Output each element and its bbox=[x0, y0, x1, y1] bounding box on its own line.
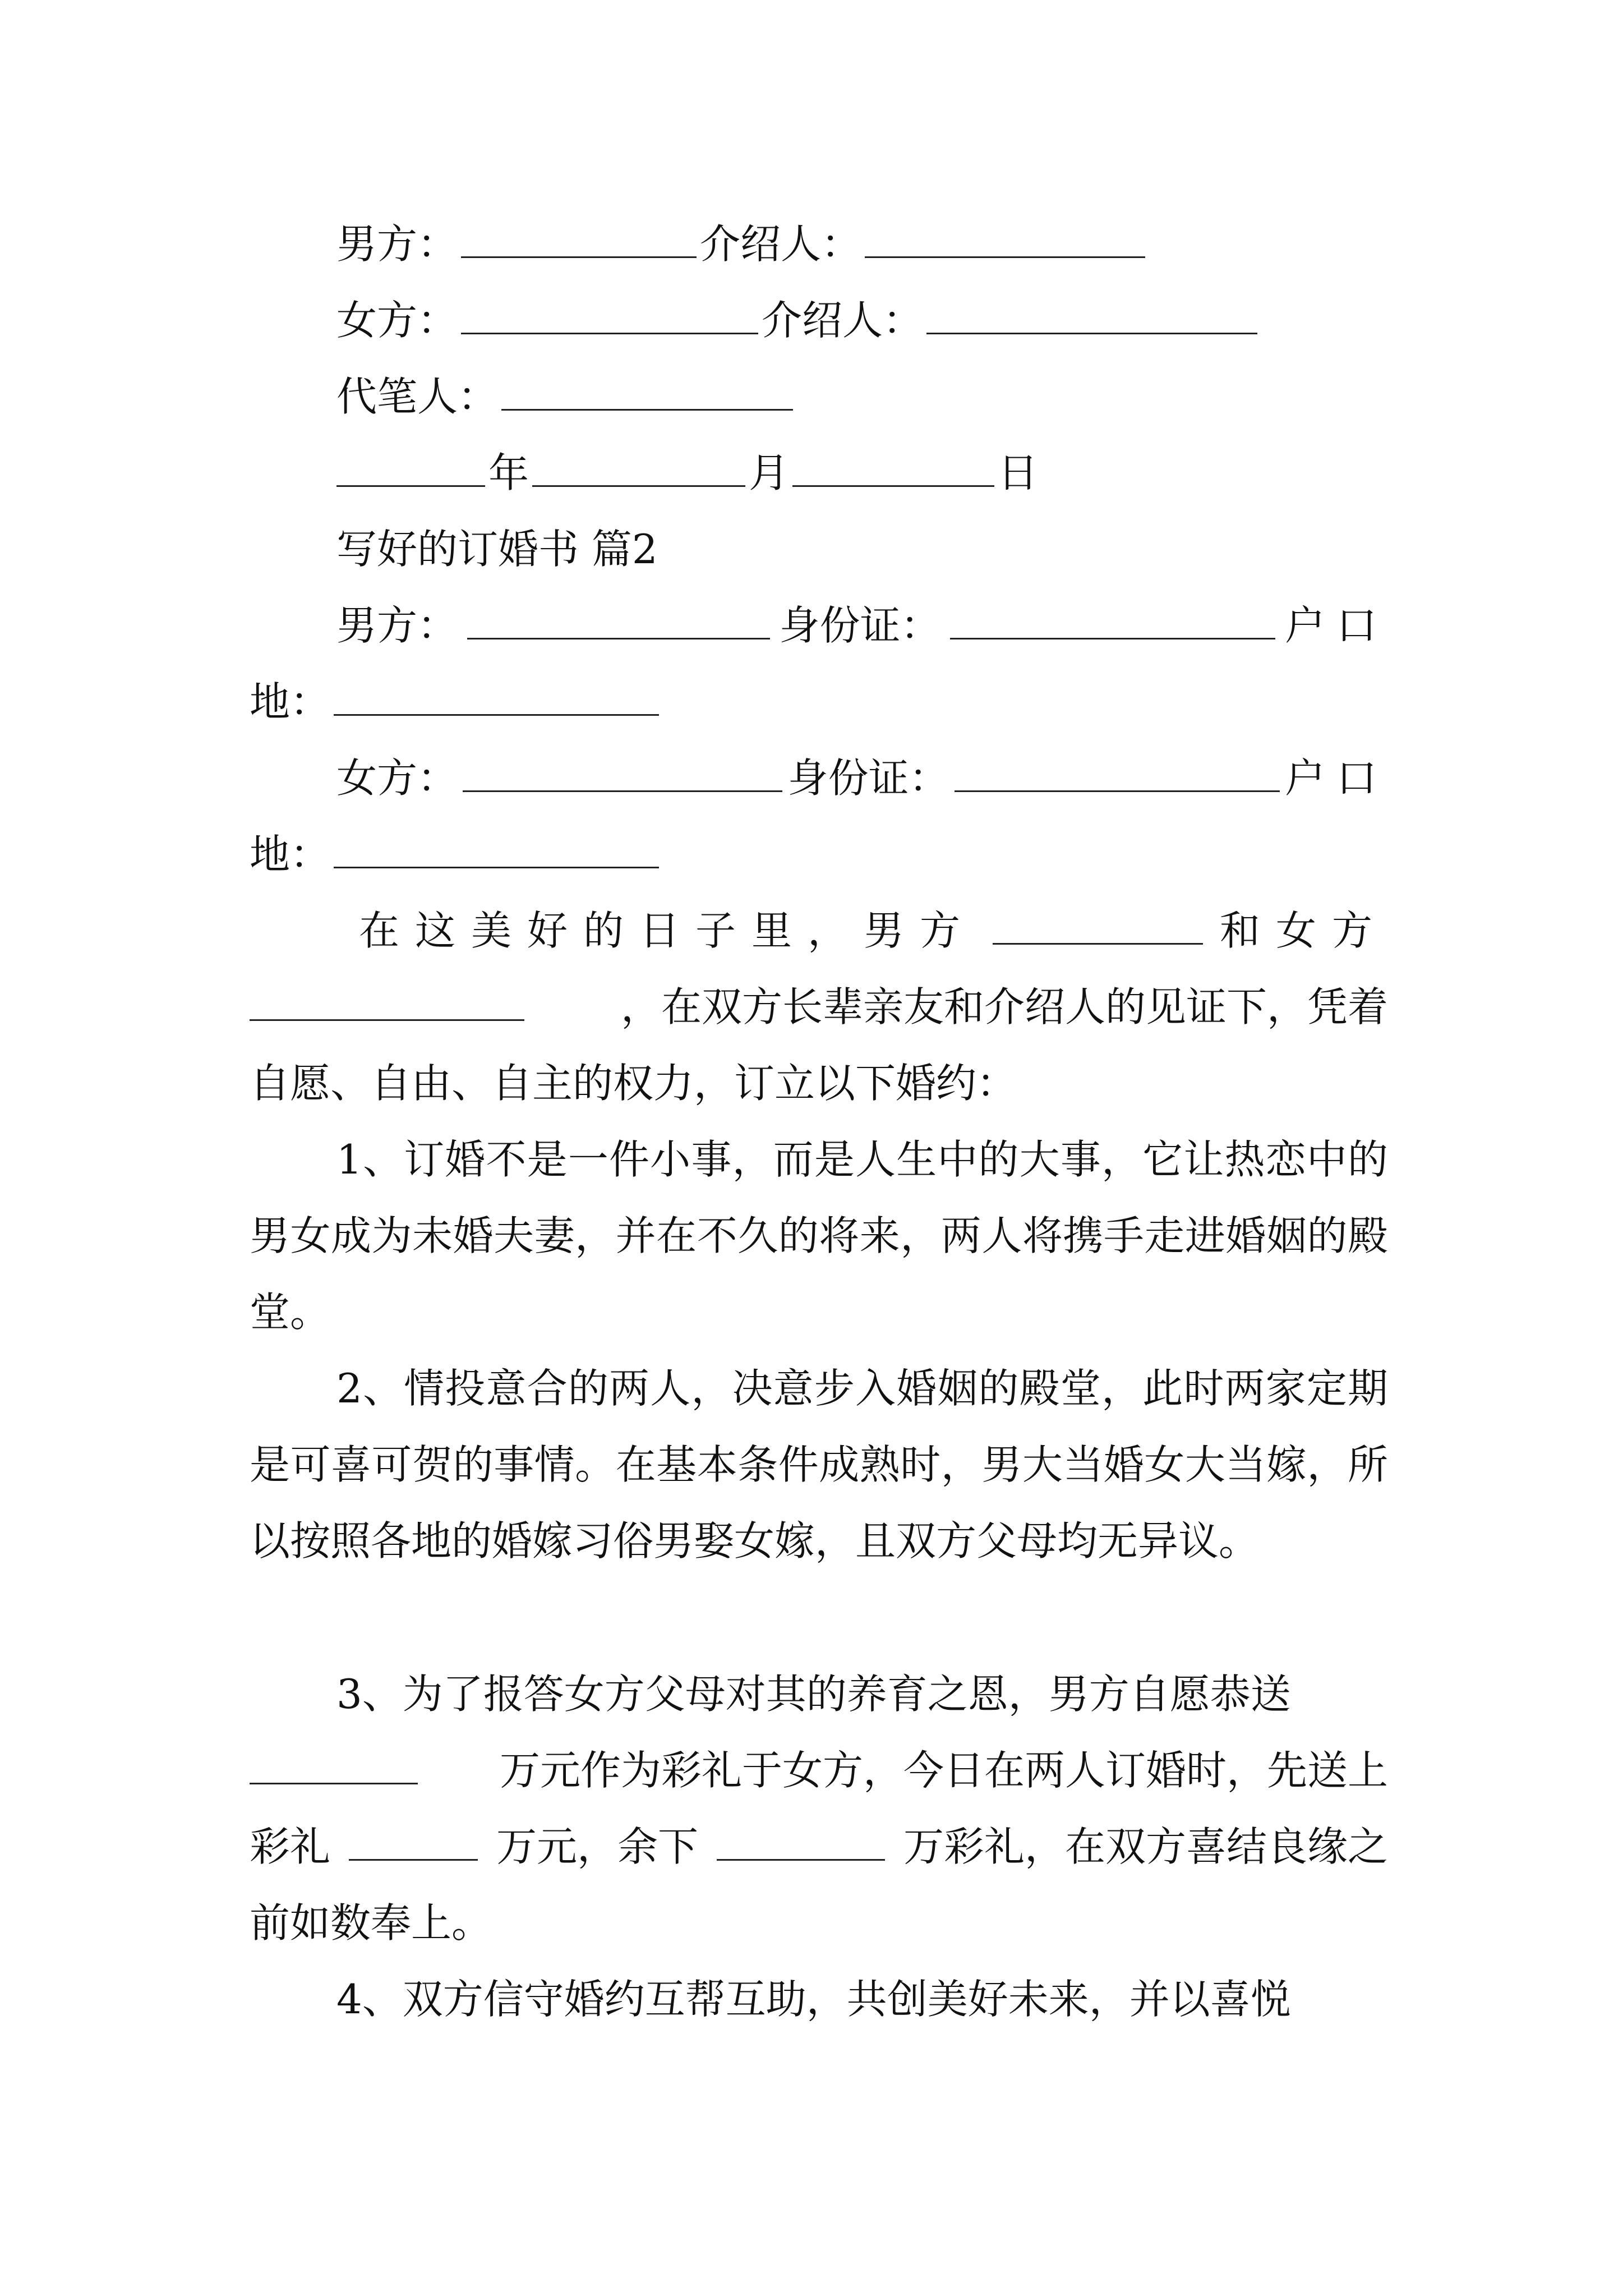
introducer-blank bbox=[865, 217, 1145, 258]
female-hukou-row bbox=[250, 826, 1388, 882]
female-label: 女方： bbox=[336, 754, 458, 802]
clause-4: 4、双方信守婚约互帮互助，共创美好未来，并以喜悦 bbox=[336, 1976, 1291, 2023]
day-blank bbox=[792, 446, 994, 487]
male-hukou-row bbox=[250, 674, 1388, 730]
female-name-blank bbox=[463, 751, 782, 792]
female-id-row bbox=[336, 750, 1388, 806]
male-id-row bbox=[336, 597, 1388, 654]
intro-text: ，在双方长辈亲友和介绍人的见证下，凭着 bbox=[620, 983, 1388, 1030]
first-payment-blank bbox=[349, 1820, 478, 1861]
introducer-label: 介绍人： bbox=[700, 220, 862, 268]
writer-row bbox=[336, 369, 1388, 425]
month-blank bbox=[532, 446, 745, 487]
intro-text: 在这美好的日子里，男方 bbox=[359, 907, 976, 954]
male-name-blank bbox=[461, 217, 697, 258]
intro-line-3: 自愿、自由、自主的权力，订立以下婚约： bbox=[250, 1060, 1017, 1107]
id-label: 身份证： bbox=[787, 754, 949, 802]
introducer-blank bbox=[926, 293, 1257, 334]
clause-3-text: 万元作为彩礼于女方，今日在两人订婚时，先送上 bbox=[499, 1747, 1388, 1794]
male-name-blank bbox=[467, 599, 770, 639]
male-label: 男方： bbox=[336, 220, 458, 268]
clause-2: 2、情投意合的两人，决意步入婚姻的殿堂，此时两家定期是可喜可贺的事情。在基本条件成熟时，男大当婚女大当嫁，所以按照各地的婚嫁习俗男娶女嫁，且双方父母均无异议。 bbox=[250, 1365, 1388, 1565]
male-label: 男方： bbox=[336, 602, 458, 649]
gift-amount-blank bbox=[250, 1743, 418, 1784]
id-blank bbox=[955, 751, 1280, 792]
clause-3-line-1: 3、为了报答女方父母对其的养育之恩，男方自愿恭送 bbox=[336, 1671, 1291, 1718]
id-blank bbox=[950, 599, 1275, 639]
section-title: 写好的订婚书 篇2 bbox=[336, 526, 658, 573]
clause-3-line-3 bbox=[250, 1819, 1388, 1875]
clause-3-text: 万彩礼，在双方喜结良缘之 bbox=[903, 1823, 1388, 1870]
year-label: 年 bbox=[488, 449, 529, 496]
hukou-label: 户口 bbox=[1284, 754, 1388, 802]
male-name-blank bbox=[993, 904, 1203, 945]
intro-text: 和女方 bbox=[1219, 907, 1388, 954]
intro-line-2 bbox=[250, 979, 1388, 1035]
clause-1: 1、订婚不是一件小事，而是人生中的大事，它让热恋中的男女成为未婚夫妻，并在不久的将来，两人将携手走进婚姻的殿堂。 bbox=[250, 1136, 1388, 1336]
clause-3-text: 万元，余下 bbox=[496, 1823, 698, 1870]
hukou-blank bbox=[334, 675, 659, 716]
clause-3-text: 彩礼 bbox=[250, 1823, 331, 1870]
female-name-blank bbox=[461, 293, 758, 334]
intro-line-1 bbox=[359, 903, 1388, 959]
id-label: 身份证： bbox=[779, 602, 941, 649]
clause-3-line-4: 前如数奉上。 bbox=[250, 1899, 492, 1947]
hukou-blank bbox=[334, 827, 659, 868]
remaining-payment-blank bbox=[717, 1820, 885, 1861]
hukou-label: 户口 bbox=[1284, 602, 1388, 649]
year-blank bbox=[336, 446, 485, 487]
clause-3-line-2 bbox=[250, 1742, 1388, 1798]
female-name-blank bbox=[250, 980, 524, 1021]
writer-label: 代笔人： bbox=[336, 373, 499, 420]
female-introducer-row bbox=[336, 292, 1388, 348]
female-label: 女方： bbox=[336, 297, 458, 344]
hukou-label-cont: 地： bbox=[250, 678, 331, 725]
day-label: 日 bbox=[998, 449, 1039, 496]
hukou-label-cont: 地： bbox=[250, 831, 331, 878]
date-row bbox=[336, 445, 1388, 501]
writer-blank bbox=[501, 370, 793, 411]
introducer-label: 介绍人： bbox=[762, 297, 924, 344]
month-label: 月 bbox=[749, 449, 790, 496]
male-introducer-row bbox=[336, 216, 1388, 272]
